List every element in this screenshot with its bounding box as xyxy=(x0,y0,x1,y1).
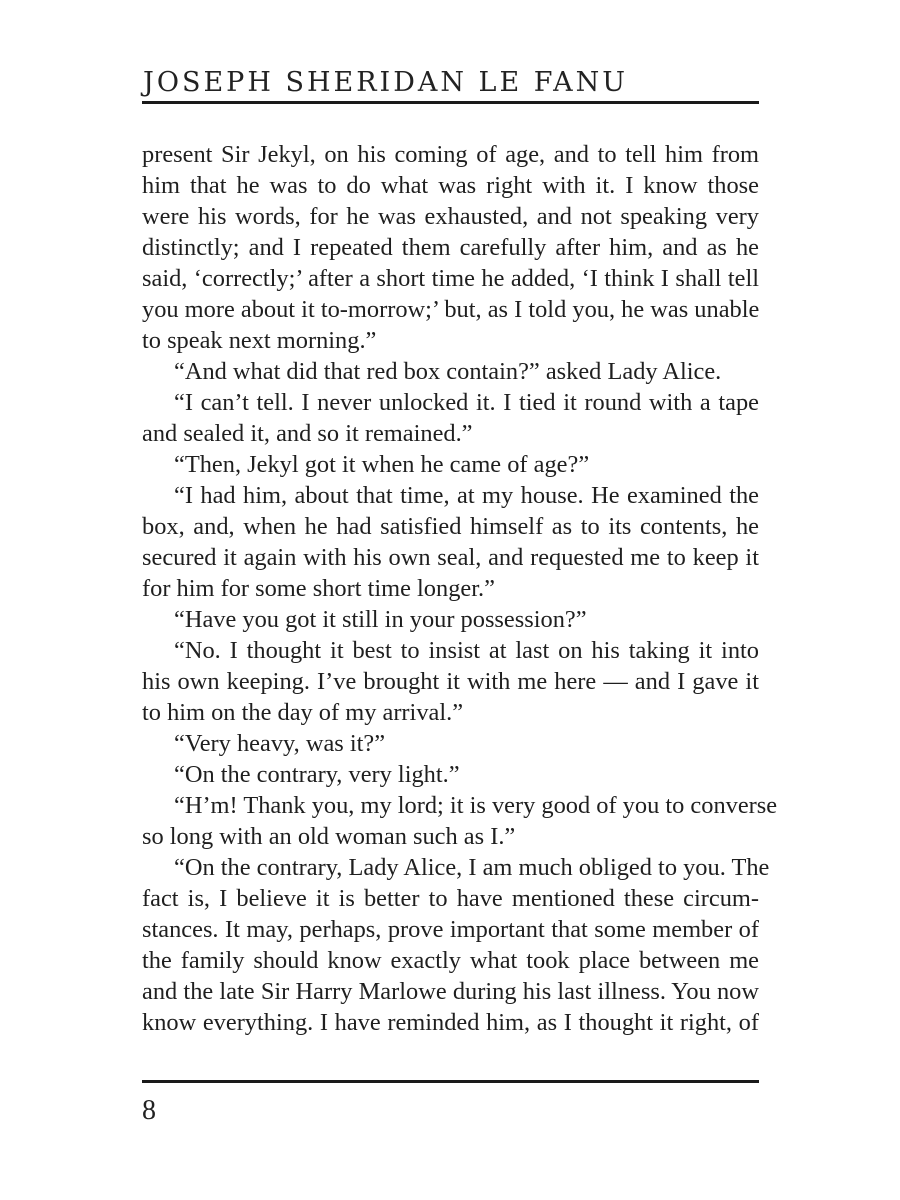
header-rule xyxy=(142,101,759,104)
text-line: “H’m! Thank you, my lord; it is very good of you to converse xyxy=(174,792,778,819)
text-line: present Sir Jekyl, on his coming of age, and to tell him from xyxy=(142,141,759,168)
text-line: distinctly; and I repeated them carefully after him, and as he xyxy=(142,234,759,261)
text-line: to him on the day of my arrival.” xyxy=(142,699,464,726)
text-line: “I had him, about that time, at my house. He examined the xyxy=(174,482,759,509)
text-line: and sealed it, and so it remained.” xyxy=(142,420,473,447)
text-line: said, ‘correctly;’ after a short time he added, ‘I think I shall tell xyxy=(142,265,759,292)
footer-rule xyxy=(142,1080,759,1083)
text-line: know everything. I have reminded him, as I thought it right, of xyxy=(142,1009,759,1036)
text-line: “On the contrary, very light.” xyxy=(174,761,460,788)
text-line: “Have you got it still in your possession?” xyxy=(174,606,587,633)
text-line: fact is, I believe it is better to have mentioned these circum- xyxy=(142,885,759,912)
text-line: so long with an old woman such as I.” xyxy=(142,823,516,850)
text-line: his own keeping. I’ve brought it with me here — and I gave it xyxy=(142,668,759,695)
text-line: “No. I thought it best to insist at last on his taking it into xyxy=(174,637,759,664)
text-line: him that he was to do what was right with it. I know those xyxy=(142,172,759,199)
text-line: “Then, Jekyl got it when he came of age?” xyxy=(174,451,590,478)
text-line: were his words, for he was exhausted, and not speaking very xyxy=(142,203,759,230)
text-line: “I can’t tell. I never unlocked it. I tied it round with a tape xyxy=(174,389,759,416)
page-number: 8 xyxy=(142,1095,156,1126)
text-line: secured it again with his own seal, and requested me to keep it xyxy=(142,544,759,571)
text-line: “On the contrary, Lady Alice, I am much obliged to you. The xyxy=(174,854,770,881)
text-line: “And what did that red box contain?” asked Lady Alice. xyxy=(174,358,722,385)
running-head-author: JOSEPH SHERIDAN LE FANU xyxy=(143,67,629,98)
text-line: stances. It may, perhaps, prove important that some member of xyxy=(142,916,759,943)
text-line: the family should know exactly what took place between me xyxy=(142,947,759,974)
text-line: you more about it to-morrow;’ but, as I told you, he was unable xyxy=(142,296,760,323)
page-body-text xyxy=(142,139,778,1038)
text-line: “Very heavy, was it?” xyxy=(174,730,386,757)
text-line: and the late Sir Harry Marlowe during his last illness. You now xyxy=(142,978,759,1005)
text-line: box, and, when he had satisfied himself as to its contents, he xyxy=(142,513,759,540)
text-line: to speak next morning.” xyxy=(142,327,377,354)
text-line: for him for some short time longer.” xyxy=(142,575,495,602)
